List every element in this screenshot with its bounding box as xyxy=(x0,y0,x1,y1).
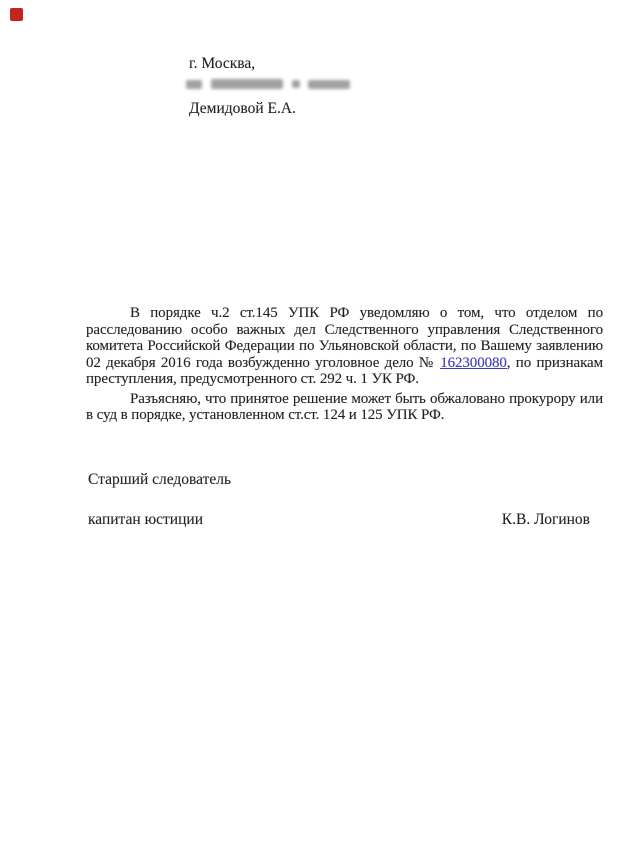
red-corner-mark xyxy=(10,8,23,21)
redacted-word-blob xyxy=(211,79,283,89)
signature-row xyxy=(88,511,590,529)
case-line-post: , по признакам xyxy=(506,354,603,371)
redacted-word-blob xyxy=(292,80,300,88)
body-line: в суд в порядке, установленном ст.ст. 124 и 125 УПК РФ. xyxy=(86,407,445,423)
recipient-name: Демидовой Е.А. xyxy=(189,100,296,117)
body-line-case xyxy=(86,355,603,372)
case-line-pre: 02 декабря 2016 года возбужденно уголовное дело № xyxy=(86,354,441,371)
body-line: преступления, предусмотренного ст. 292 ч. 1 УК РФ. xyxy=(86,371,419,387)
recipient-city: г. Москва, xyxy=(189,55,256,72)
body-line: расследованию особо важных дел Следственного управления Следственного xyxy=(86,321,603,338)
signature-position: Старший следователь xyxy=(88,471,232,488)
redacted-word-blob xyxy=(308,80,350,89)
letter-body xyxy=(86,305,603,424)
redacted-word-blob xyxy=(186,80,202,89)
body-line: комитета Российской Федерации по Ульяновской области, по Вашему заявлению xyxy=(86,338,603,354)
recipient-address-redacted xyxy=(186,78,354,90)
case-number-link[interactable]: 162300080 xyxy=(440,354,507,371)
signature-rank: капитан юстиции xyxy=(88,511,203,528)
signature-name: К.В. Логинов xyxy=(501,511,590,528)
body-line: В порядке ч.2 ст.145 УПК РФ уведомляю о том, что отделом по xyxy=(130,305,603,321)
body-line: Разъясняю, что принятое решение может быть обжаловано прокурору или xyxy=(130,390,603,407)
